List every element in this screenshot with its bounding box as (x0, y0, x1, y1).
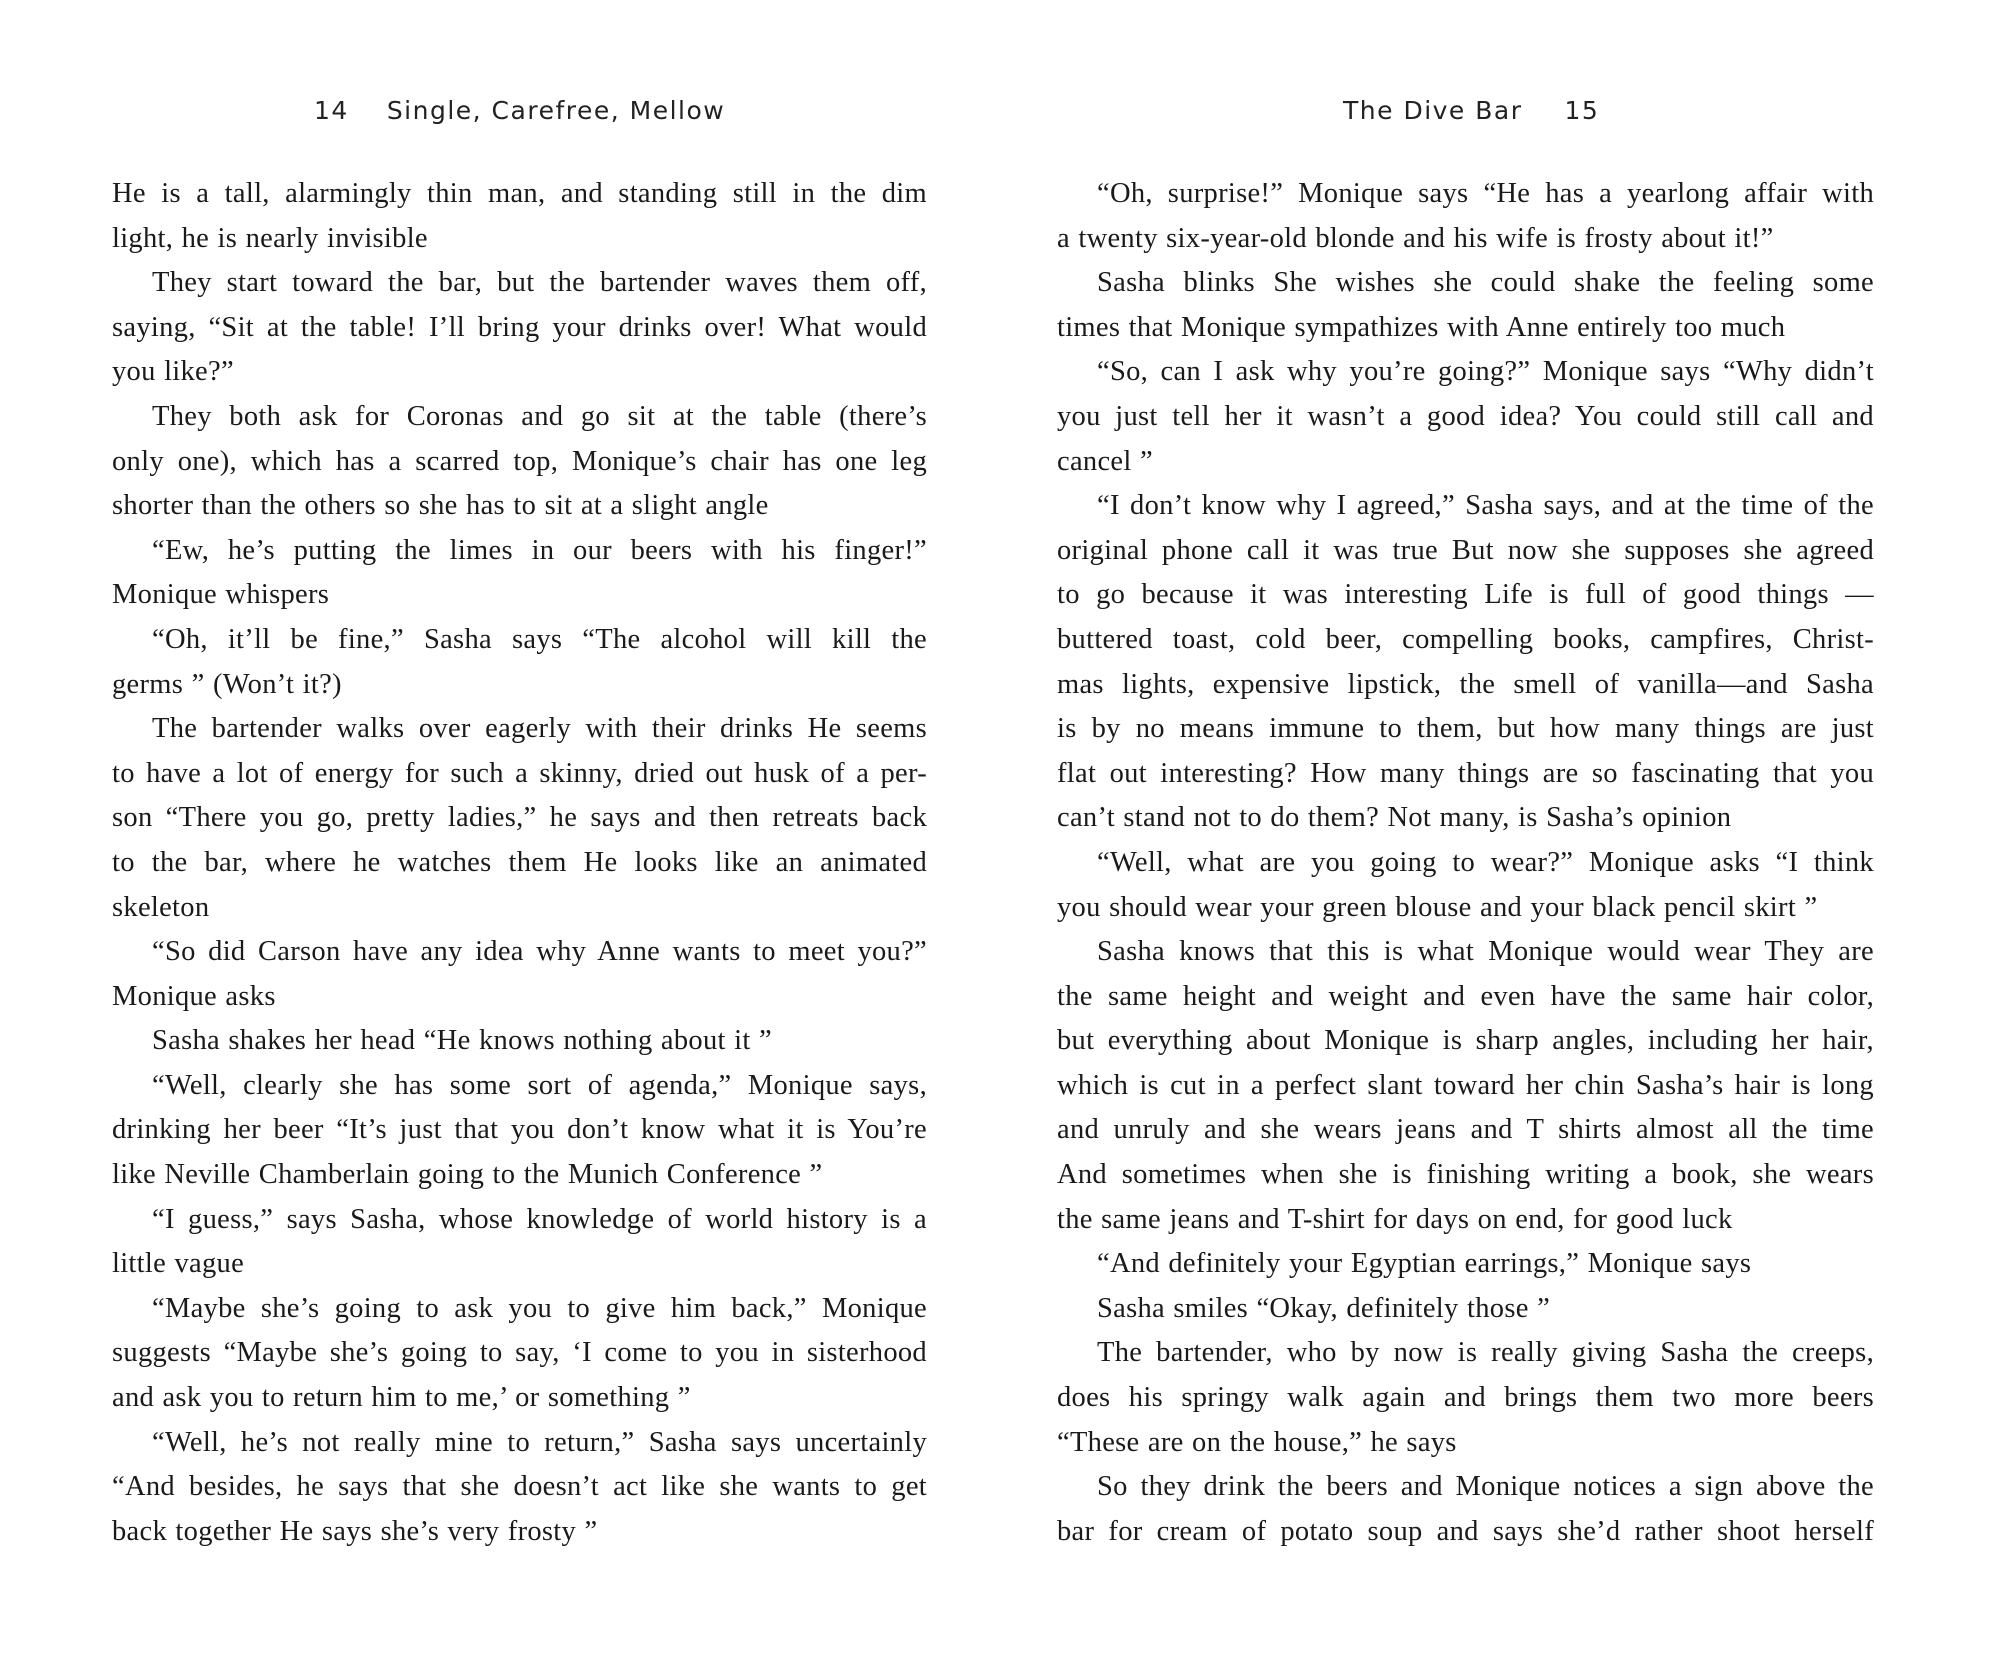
left-page-number: 14 (314, 96, 349, 125)
text-line: shorter than the others so she has to sit at a slight angle (112, 490, 769, 522)
text-line: Sasha smiles “Okay, definitely those ” (1097, 1292, 1551, 1324)
text-line: but everything about Monique is sharp angles, including her hair, (1057, 1025, 1874, 1057)
text-line: The bartender, who by now is really giving Sasha the creeps, (1097, 1337, 1874, 1369)
text-line: suggests “Maybe she’s going to say, ‘I come to you in sisterhood (112, 1337, 927, 1369)
text-line: mas lights, expensive lipstick, the smell of vanilla—and Sasha (1057, 668, 1874, 700)
left-running-head-title: Single, Carefree, Mellow (386, 96, 726, 125)
text-line: cancel ” (1057, 445, 1153, 477)
text-line: So they drink the beers and Monique notices a sign above the (1097, 1471, 1874, 1503)
right-body-text (1057, 172, 1874, 1554)
text-line: “Well, he’s not really mine to return,” Sasha says uncertainly (152, 1426, 927, 1458)
text-line: flat out interesting? How many things are so fascinating that you (1057, 757, 1874, 789)
text-line: which is cut in a perfect slant toward her chin Sasha’s hair is long (1057, 1069, 1874, 1101)
text-line: back together He says she’s very frosty ” (112, 1515, 598, 1547)
left-running-head (314, 96, 725, 132)
text-line: you should wear your green blouse and your black pencil skirt ” (1057, 891, 1818, 923)
text-line: The bartender walks over eagerly with their drinks He seems (152, 713, 927, 745)
text-line: the same height and weight and even have the same hair color, (1057, 980, 1874, 1012)
text-line: to the bar, where he watches them He looks like an animated (112, 846, 927, 878)
text-line: germs ” (Won’t it?) (112, 668, 342, 700)
text-line: the same jeans and T-shirt for days on end, for good luck (1057, 1203, 1733, 1235)
text-line: original phone call it was true But now she supposes she agreed (1057, 534, 1874, 566)
text-line: can’t stand not to do them? Not many, is Sasha’s opinion (1057, 802, 1732, 834)
text-line: to go because it was interesting Life is full of good things — (1057, 579, 1874, 611)
text-line: And sometimes when she is finishing writing a book, she wears (1057, 1159, 1874, 1191)
text-line: is by no means immune to them, but how many things are just (1057, 713, 1874, 745)
text-line: bar for cream of potato soup and says she’d rather shoot herself (1057, 1515, 1874, 1547)
right-running-head (1343, 96, 1599, 132)
text-line: “Maybe she’s going to ask you to give him back,” Monique (152, 1292, 927, 1324)
right-running-head-title: The Dive Bar (1343, 96, 1523, 125)
text-line: saying, “Sit at the table! I’ll bring your drinks over! What would (112, 311, 927, 343)
text-line: Monique whispers (112, 579, 330, 611)
text-line: “I guess,” says Sasha, whose knowledge of world history is a (152, 1203, 927, 1235)
left-body-text (112, 172, 927, 1554)
text-line: “Well, clearly she has some sort of agenda,” Monique says, (152, 1069, 927, 1101)
text-line: little vague (112, 1248, 245, 1280)
text-line: light, he is nearly invisible (112, 222, 428, 254)
text-line: Monique asks (112, 980, 276, 1012)
text-line: “And besides, he says that she doesn’t act like she wants to get (112, 1471, 927, 1503)
text-line: son “There you go, pretty ladies,” he says and then retreats back (112, 802, 927, 834)
text-line: drinking her beer “It’s just that you don’t know what it is You’re (112, 1114, 927, 1146)
text-line: “And definitely your Egyptian earrings,” Monique says (1097, 1248, 1752, 1280)
text-line: Sasha shakes her head “He knows nothing about it ” (152, 1025, 772, 1057)
text-line: like Neville Chamberlain going to the Munich Conference ” (112, 1159, 823, 1191)
left-page (112, 0, 927, 1657)
text-line: He is a tall, alarmingly thin man, and standing still in the dim (112, 178, 927, 209)
text-line: you like?” (112, 356, 234, 388)
text-line: only one), which has a scarred top, Monique’s chair has one leg (112, 445, 927, 477)
text-line: “So did Carson have any idea why Anne wants to meet you?” (152, 936, 927, 968)
text-line: “These are on the house,” he says (1057, 1426, 1457, 1458)
text-line: They both ask for Coronas and go sit at the table (there’s (152, 400, 927, 432)
text-line: you just tell her it wasn’t a good idea? You could still call and (1057, 400, 1874, 432)
text-line: and unruly and she wears jeans and T shirts almost all the time (1057, 1114, 1874, 1146)
right-page-number: 15 (1564, 96, 1600, 125)
text-line: “I don’t know why I agreed,” Sasha says, and at the time of the (1097, 490, 1874, 522)
text-line: skeleton (112, 891, 210, 923)
text-line: does his springy walk again and brings them two more beers (1057, 1382, 1874, 1414)
text-line: “So, can I ask why you’re going?” Monique says “Why didn’t (1097, 356, 1874, 388)
text-line: times that Monique sympathizes with Anne entirely too much (1057, 311, 1786, 343)
text-line: “Well, what are you going to wear?” Monique asks “I think (1097, 846, 1874, 878)
text-line: “Ew, he’s putting the limes in our beers with his finger!” (152, 534, 927, 566)
text-line: to have a lot of energy for such a skinny, dried out husk of a per- (112, 757, 927, 789)
text-line: “Oh, surprise!” Monique says “He has a yearlong affair with (1097, 178, 1874, 209)
text-line: “Oh, it’ll be fine,” Sasha says “The alcohol will kill the (152, 623, 927, 655)
text-line: a twenty six-year-old blonde and his wife is frosty about it!” (1057, 222, 1774, 254)
text-line: Sasha blinks She wishes she could shake the feeling some (1097, 267, 1874, 299)
right-page (1057, 0, 1874, 1657)
text-line: and ask you to return him to me,’ or something ” (112, 1382, 691, 1414)
text-line: They start toward the bar, but the bartender waves them off, (152, 267, 927, 299)
text-line: buttered toast, cold beer, compelling books, campfires, Christ- (1057, 623, 1874, 655)
text-line: Sasha knows that this is what Monique would wear They are (1097, 936, 1874, 968)
